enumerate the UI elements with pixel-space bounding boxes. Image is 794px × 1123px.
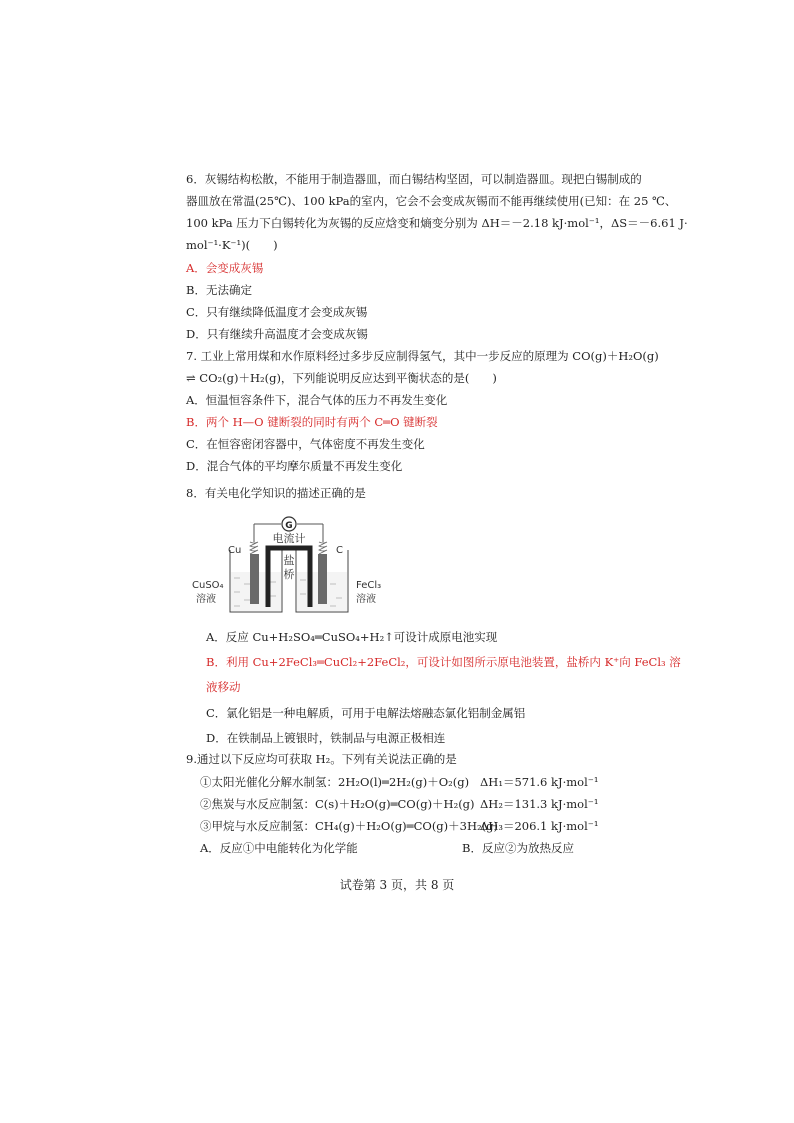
page-footer: 试卷第 3 页，共 8 页: [339, 878, 455, 892]
left-solution-label-1: CuSO₄: [192, 580, 224, 591]
galvanometer-label: G: [285, 521, 293, 531]
q8-option-b-cont: 液移动: [206, 680, 241, 694]
q6-option-d: D．只有继续升高温度才会变成灰锡: [186, 327, 368, 341]
q8-option-d: D．在铁制品上镀银时，铁制品与电源正极相连: [206, 731, 446, 745]
q8-option-a: A．反应 Cu+H₂SO₄═CuSO₄+H₂↑可设计成原电池实现: [206, 630, 498, 644]
q9-stem: 9.通过以下反应均可获取 H₂。下列有关说法正确的是: [186, 752, 457, 766]
q6-stem-line-1: 6．灰锡结构松散，不能用于制造器皿，而白锡结构坚固，可以制造器皿。现把白锡制成的: [186, 172, 642, 186]
q9-reaction-3-dh: ΔH₃＝206.1 kJ·mol⁻¹: [480, 819, 599, 833]
cu-electrode: [250, 554, 259, 604]
q6-option-b: B．无法确定: [186, 283, 252, 297]
q8-option-c: C．氯化铝是一种电解质，可用于电解法熔融态氯化铝制金属铝: [206, 706, 526, 720]
q6-stem-line-4: mol⁻¹·K⁻¹)( ): [186, 238, 278, 252]
q6-stem-line-2: 器皿放在常温(25℃)、100 kPa的室内，它会不会变成灰锡而不能再继续使用(已知：在 25 ℃、: [186, 194, 677, 208]
q7-option-d: D．混合气体的平均摩尔质量不再发生变化: [186, 459, 403, 473]
q7-option-a: A．恒温恒容条件下，混合气体的压力不再发生变化: [186, 393, 448, 407]
q9-reaction-1-dh: ΔH₁＝571.6 kJ·mol⁻¹: [480, 775, 599, 789]
q6-option-a: A．会变成灰锡: [186, 261, 264, 275]
q7-option-b: B．两个 H—O 键断裂的同时有两个 C═O 键断裂: [186, 415, 438, 429]
left-solution-label-2: 溶液: [196, 594, 216, 605]
q8-stem: 8．有关电化学知识的描述正确的是: [186, 486, 366, 500]
q9-reaction-3: ③甲烷与水反应制氢：CH₄(g)＋H₂O(g)═CO(g)＋3H₂(g): [200, 819, 498, 833]
c-label: C: [336, 545, 343, 556]
q9-option-b: B．反应②为放热反应: [462, 841, 574, 855]
right-solution-label-2: 溶液: [356, 594, 376, 605]
q6-option-c: C．只有继续降低温度才会变成灰锡: [186, 305, 368, 319]
meter-label: 电流计: [272, 532, 306, 545]
salt-bridge-label-2: 桥: [283, 568, 295, 581]
q9-reaction-1: ①太阳光催化分解水制氢：2H₂O(l)═2H₂(g)＋O₂(g): [200, 775, 470, 789]
salt-bridge-label-1: 盐: [283, 554, 295, 567]
q7-stem-line-2: ⇌ CO₂(g)＋H₂(g)，下列能说明反应达到平衡状态的是( ): [186, 371, 497, 385]
q8-option-b: B．利用 Cu+2FeCl₃═CuCl₂+2FeCl₂，可设计如图所示原电池装置，盐桥内 K⁺向 FeCl₃ 溶: [206, 655, 681, 669]
cu-label: Cu: [228, 545, 242, 556]
galvanic-cell-diagram: [186, 512, 386, 622]
right-solution-label-1: FeCl₃: [356, 580, 382, 591]
c-electrode: [318, 554, 327, 604]
q9-reaction-2-dh: ΔH₂＝131.3 kJ·mol⁻¹: [480, 797, 599, 811]
q6-stem-line-3: 100 kPa 压力下白锡转化为灰锡的反应焓变和熵变分别为 ΔH＝－2.18 kJ·mol⁻¹，ΔS＝－6.61 J·: [186, 216, 688, 230]
q7-option-c: C．在恒容密闭容器中，气体密度不再发生变化: [186, 437, 425, 451]
q7-stem-line-1: 7. 工业上常用煤和水作原料经过多步反应制得氢气，其中一步反应的原理为 CO(g)＋H₂O(g): [186, 349, 659, 363]
q9-reaction-2: ②焦炭与水反应制氢：C(s)＋H₂O(g)═CO(g)＋H₂(g): [200, 797, 475, 811]
q9-option-a: A．反应①中电能转化为化学能: [200, 841, 358, 855]
